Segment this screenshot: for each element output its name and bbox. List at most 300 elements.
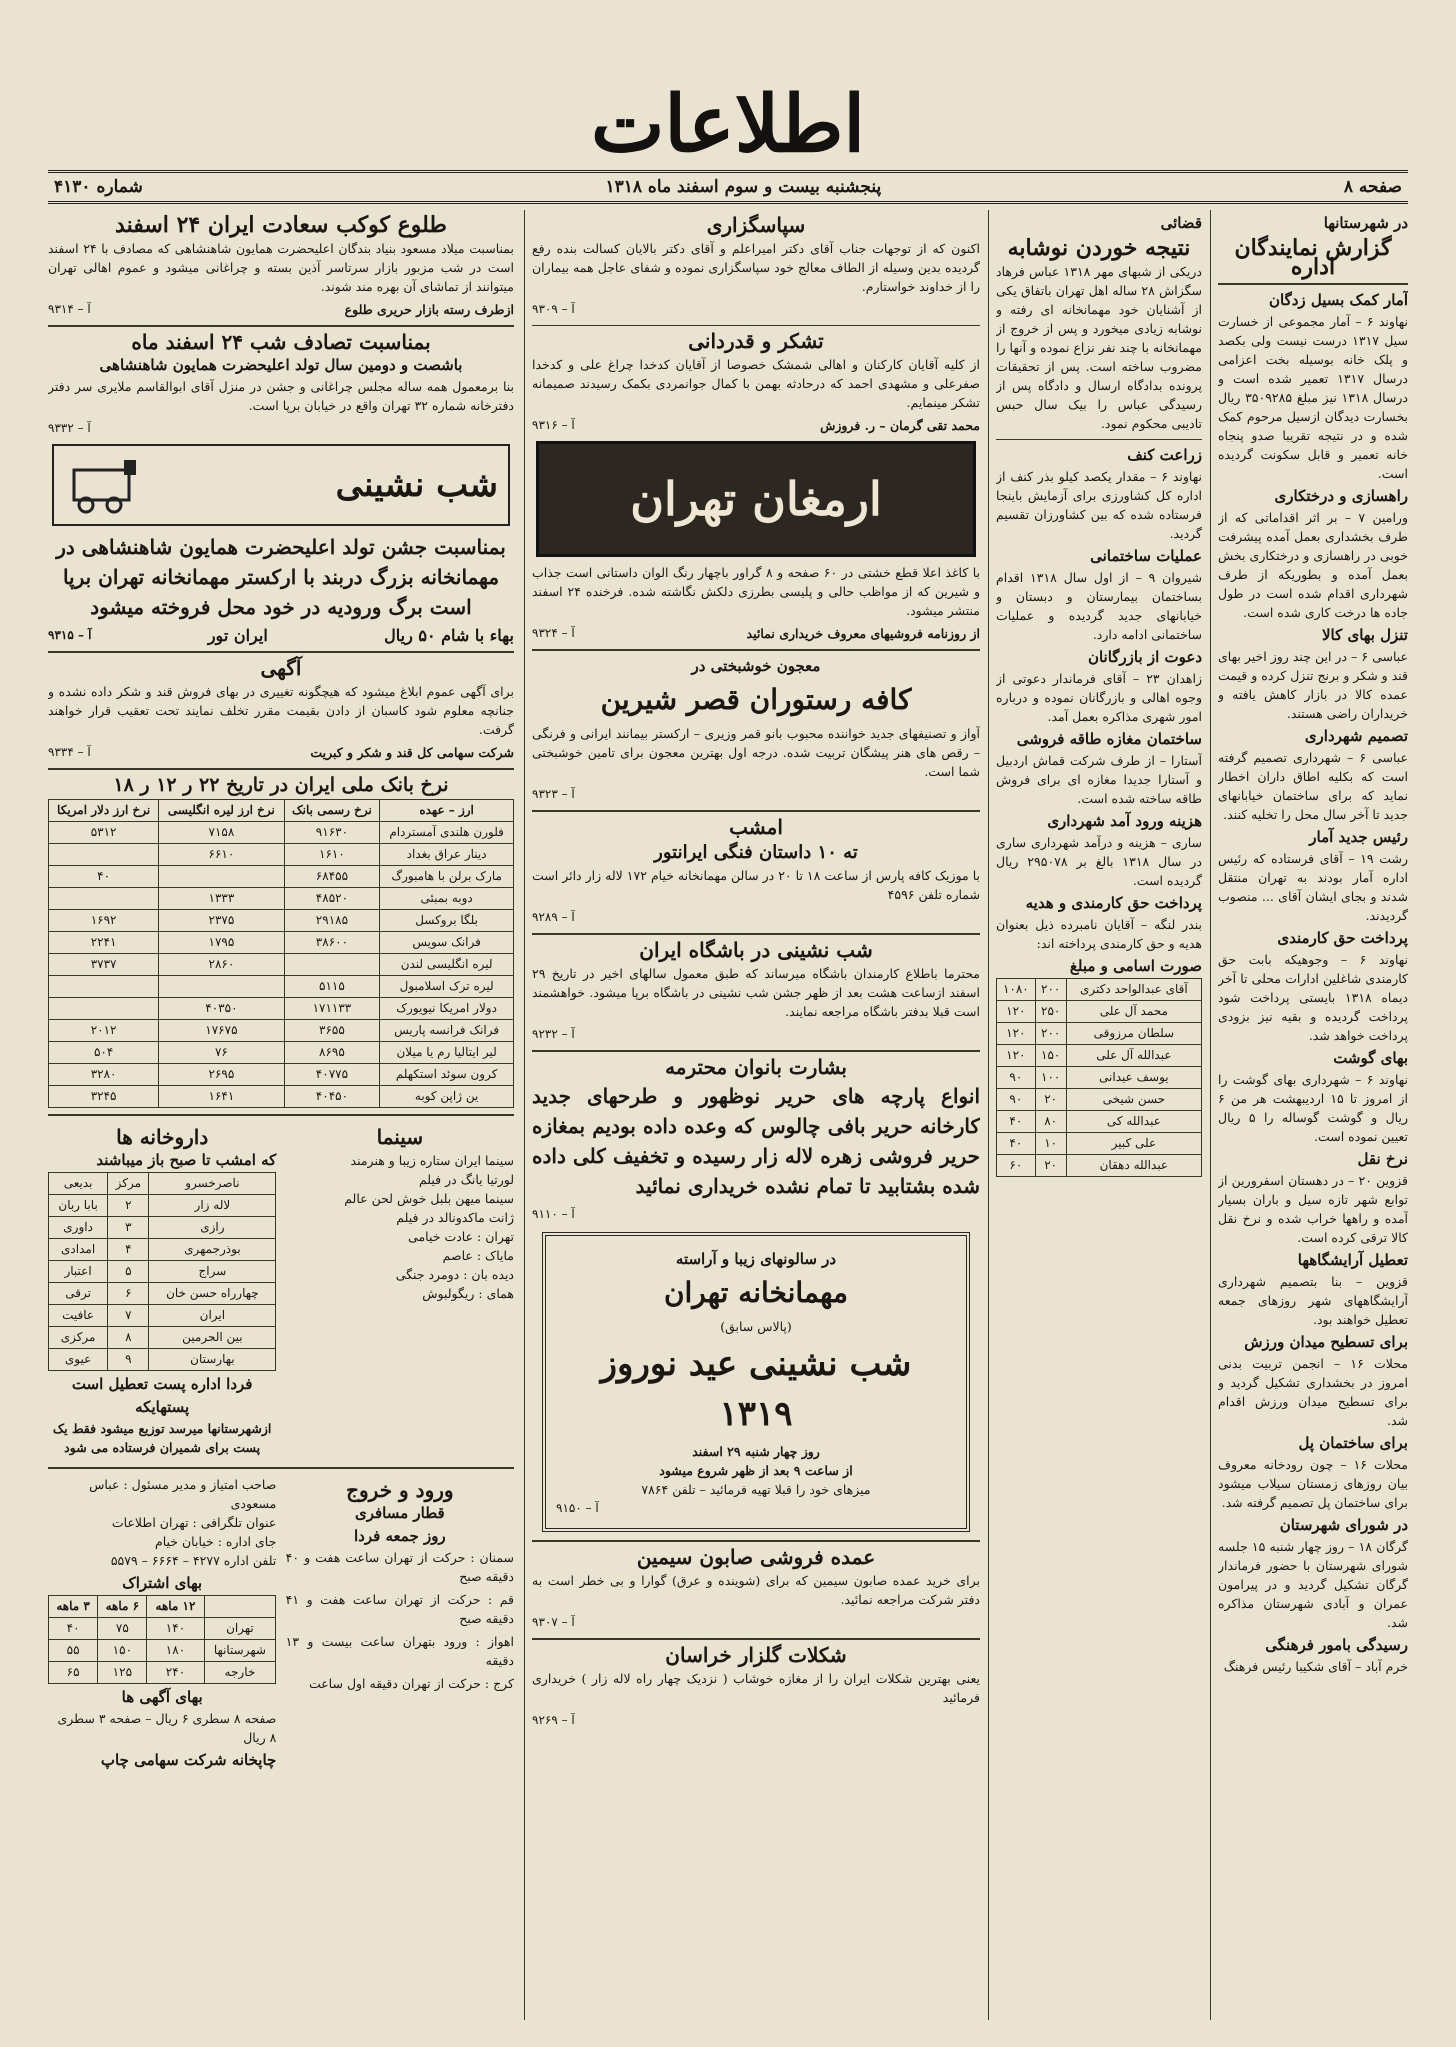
table-cell: ۱۸۰	[147, 1640, 204, 1662]
soap-body: برای خرید عمده صابون سیمین که برای (شوینده و عرق) گوارا و بی خطر است به دفتر شرکت مراجعه نمائید.	[532, 1573, 980, 1607]
table-cell: ۸۶۹۵	[284, 1042, 380, 1064]
table-cell: ۸۰	[1035, 1111, 1066, 1133]
table-cell: ۱۴۰	[147, 1618, 204, 1640]
table-row	[49, 998, 514, 1020]
news-body: نهاوند ۶ – وجوهیکه بابت حق کارمندی شاغلین ادارات محلی تا آخر دیماه ۱۳۱۸ بایستی پرداخت شود پرداخت گردیده و بقیه نیز بزودی پرداخت خواهد شد.	[1218, 952, 1408, 1043]
ad-code: آ – ۹۳۲۳	[532, 787, 575, 801]
news-heading: عملیات ساختمانی	[1090, 547, 1202, 565]
table-row	[49, 1618, 276, 1640]
table-cell	[159, 866, 284, 888]
table-cell: ۲۰۱۲	[49, 1020, 159, 1042]
news-heading: تنزل بهای کالا	[1322, 626, 1408, 644]
article-body: دریکی از شبهای مهر ۱۳۱۸ عباس فرهاد سگزاش ۲۸ ساله اهل تهران باتفاق یکی از آشنایان خود مهمانخانه ای رفته و نوشابه زیادی میخورد و پس از خروج از مهمانخانه با چند نفر نزاع نموده و آنها را مضروب ساخته است. پس از تحقیقات پرونده بدادگاه ارسال و دادگاه پس از رسیدگی عباس را بیک سال حبس تادیبی محکوم نمود.	[996, 264, 1202, 431]
travel-heading: ورود و خروج	[346, 1478, 454, 1502]
news-body: ساری – هزینه و درآمد شهرداری ساری در سال ۱۳۱۸ بالغ بر ۲۹۵۰۷۸ ریال گردیده است.	[996, 835, 1202, 888]
table-cell: مرکز	[108, 1173, 149, 1195]
hotel-year: ۱۳۱۹	[719, 1394, 793, 1434]
notice-sign: شرکت سهامی کل قند و شکر و کبریت	[310, 745, 514, 760]
table-cell: ۷۶	[159, 1042, 284, 1064]
imprint-list	[48, 1475, 276, 1570]
table-cell: ۲۰	[1035, 1089, 1066, 1111]
table-cell: ۹۰	[997, 1067, 1036, 1089]
news-heading: رئیس جدید آمار	[1309, 828, 1408, 846]
table-row	[49, 844, 514, 866]
table-cell: یوسف عیدانی	[1066, 1067, 1201, 1089]
table-cell: ۸	[108, 1327, 149, 1349]
news-body: خرم آباد – آقای شکیبا رئیس فرهنگ	[1223, 1659, 1408, 1674]
pharmacy-table	[48, 1172, 276, 1371]
list-item: تهران : عادت خیامی	[408, 1229, 514, 1244]
table-row	[49, 954, 514, 976]
table-row	[49, 1640, 276, 1662]
ads-heading: بهای آگهی ها	[121, 1688, 203, 1706]
table-cell: فرانک فرانسه پاریس	[380, 1020, 514, 1042]
table-cell: ۱۵۰	[1035, 1045, 1066, 1067]
hotel-name: مهمانخانه تهران	[663, 1276, 849, 1309]
tonight-sub: ته ۱۰ داستان فنگی ایرانتور	[654, 842, 858, 863]
news-body: ورامین ۷ – بر اثر اقداماتی که از طرف بخشداری بعمل آمده پیشرفت خوبی در راهسازی و درختکاری بخش بعمل آمده و بطوریکه از طرف شهرداری اقدام شده است در طول جاده ها درخت کاری شده است.	[1218, 510, 1408, 620]
post-closed: فردا اداره پست تعطیل است	[71, 1375, 253, 1393]
table-cell	[49, 844, 159, 866]
ad-code: آ – ۹۳۱۵	[48, 628, 92, 642]
table-cell: ۳۶۵۵	[284, 1020, 380, 1042]
news-heading: رسیدگی بامور فرهنگی	[1265, 1636, 1408, 1654]
table-cell: ۵۰۴	[49, 1042, 159, 1064]
table-row	[997, 979, 1202, 1001]
column-header: نرخ رسمی بانک	[284, 800, 380, 822]
table-row	[49, 866, 514, 888]
donors-table	[996, 978, 1202, 1177]
table-cell: ۹۱۶۳۰	[284, 822, 380, 844]
ad-code: آ – ۹۳۰۷	[532, 1615, 575, 1629]
news-body: عباسی ۶ – در این چند روز اخیر بهای قند و شکر و برنج تنزل کرده و قیمت عمده کالا در بازار کاهش یافته و خریداران راضی هستند.	[1218, 649, 1408, 721]
table-cell: ایران	[149, 1305, 276, 1327]
hotel-date: روز چهار شنبه ۲۹ اسفند	[692, 1444, 820, 1459]
list-item: صاحب امتیاز و مدیر مسئول : عباس مسعودی	[89, 1477, 277, 1511]
news-body: نهاوند ۶ – مقدار یکصد کیلو بذر کنف از اداره کل کشاورزی برای آزمایش باینجا فرستاده شده که بین کشاورزان تقسیم گردید.	[996, 469, 1202, 541]
thanks-body: اکنون که از توجهات جناب آقای دکتر امیراعلم و آقای دکتر بالایان کسالت بنده رفع گردیده بدین وسیله از الطاف معالج خود سپاسگزاری نموده و شفای عاجل همه بیماران را از خداوند خواستارم.	[532, 241, 980, 294]
table-row	[49, 1217, 276, 1239]
table-cell: ۶۵	[49, 1662, 98, 1684]
book-banner: ارمغان تهران	[536, 441, 976, 557]
cafe-pre: معجون خوشبختی در	[691, 657, 821, 675]
table-cell: ۳۲۸۰	[49, 1064, 159, 1086]
table-cell: ۲۰۰	[1035, 1023, 1066, 1045]
news-heading: در شورای شهرستان	[1279, 1516, 1408, 1534]
travel-block	[286, 1475, 514, 1697]
list-item: دیده بان : دومرد جنگی	[395, 1267, 514, 1282]
list-item: ژانت ماکدونالد در فیلم	[396, 1210, 514, 1225]
table-cell: خارجه	[204, 1662, 276, 1684]
dateline	[48, 170, 1408, 204]
table-cell: ۲۳۷۵	[159, 910, 284, 932]
table-row	[49, 1283, 276, 1305]
table-cell: ۴۰	[49, 1618, 98, 1640]
table-row	[49, 1305, 276, 1327]
news-body: گرگان ۱۸ – روز چهار شنبه ۱۵ جلسه شورای شهرستان با حضور فرماندار گرگان تشکیل گردید و در پیرامون عمران و آبادی شهرستان مذاکره شد.	[1218, 1539, 1408, 1630]
table-cell: بهارستان	[149, 1349, 276, 1371]
table-cell: ۲۴۰	[147, 1662, 204, 1684]
table-row	[997, 1089, 1202, 1111]
table-row	[49, 1662, 276, 1684]
hotel-reservation: میزهای خود را قبلا تهیه فرمائید – تلفن ۷۸۶۴	[641, 1482, 871, 1497]
table-cell: ۷	[108, 1305, 149, 1327]
table-row	[49, 1020, 514, 1042]
printer: چاپخانه شرکت سهامی چاپ	[100, 1751, 277, 1769]
subscription-table	[48, 1595, 276, 1684]
table-cell: ۱۲۰	[997, 1045, 1036, 1067]
ad-code: آ – ۹۳۱۴	[48, 302, 91, 316]
table-row	[49, 1261, 276, 1283]
table-cell: ۱۰۰	[1035, 1067, 1066, 1089]
table-cell: ۲۵۰	[1035, 1001, 1066, 1023]
gratitude-heading: تشکر و قدردانی	[688, 329, 824, 353]
table-cell: ۱۶۹۲	[49, 910, 159, 932]
star-body: بمناسبت میلاد مسعود بنیاد بندگان اعلیحضرت همایون شاهنشاهی که مصادف با ۲۴ اسفند است در شب مزبور بازار سرتاسر آذین بسته و چراغانی میشود و عموم اهالی تهران میتوانند از تماشای آن بهره مند شوند.	[48, 241, 514, 294]
table-row	[997, 1023, 1202, 1045]
table-cell: ۵۳۱۲	[49, 822, 159, 844]
cafe-name: کافه رستوران قصر شیرین	[600, 683, 912, 716]
donors-title: صورت اسامی و مبلغ	[1069, 957, 1202, 975]
column-header: ۳ ماهه	[49, 1596, 98, 1618]
ad-code: آ – ۹۳۳۲	[48, 421, 91, 435]
news-body: محلات ۱۶ – انجمن تربیت بدنی امروز در بخشداری تشکیل گردید و برای تسطیح میدان ورزش اقدام شد.	[1218, 1356, 1408, 1428]
table-cell: ۴۸۵۲۰	[284, 888, 380, 910]
night-body: بمناسبت جشن تولد اعلیحضرت همایون شاهنشاهی در مهمانخانه بزرگ دربند با ارکستر مهمانخانه تهران برپا است برگ ورودیه در خود محل فروخته میشود	[56, 535, 506, 619]
news-heading: تعطیل آرایشگاهها	[1297, 1251, 1408, 1269]
masthead-title: اطلاعات	[590, 79, 866, 170]
table-cell: فرانک سویس	[380, 932, 514, 954]
table-cell: ۱۲۵	[98, 1662, 147, 1684]
issue-date: پنجشنبه بیست و سوم اسفند ماه ۱۳۱۸	[605, 177, 882, 197]
column-judicial	[996, 210, 1202, 2020]
column-header: نرخ ارز لیره انگلیسی	[159, 800, 284, 822]
table-cell: ۳۷۳۷	[49, 954, 159, 976]
news-heading: تصمیم شهرداری	[1304, 727, 1408, 745]
ads-rates: صفحه ۸ سطری ۶ ریال – صفحه ۳ سطری ۸ ریال	[57, 1711, 277, 1745]
column-ads-center	[532, 210, 980, 2020]
table-row	[49, 1173, 276, 1195]
table-cell: ۱۲۰	[997, 1001, 1036, 1023]
hotel-ad	[542, 1232, 970, 1532]
table-row	[49, 932, 514, 954]
table-cell	[49, 888, 159, 910]
news-heading: بهای گوشت	[1333, 1049, 1408, 1067]
table-cell: سلطان مرزوقی	[1066, 1023, 1201, 1045]
table-cell: ۱۳۳۳	[159, 888, 284, 910]
table-cell: ۴۰	[997, 1111, 1036, 1133]
list-item: عنوان تلگرافی : تهران اطلاعات	[111, 1515, 277, 1530]
table-row	[997, 1067, 1202, 1089]
table-cell: ۴۰۳۵۰	[159, 998, 284, 1020]
news-body: محلات ۱۶ – چون رودخانه معروف بیان روزهای زمستان سیلاب میشود برای ساختمان پل تصمیم گرفته شد.	[1218, 1457, 1408, 1510]
table-row	[49, 822, 514, 844]
list-item: قم : حرکت از تهران ساعت هفت و ۴۱ دقیقه صبح	[285, 1592, 514, 1626]
table-cell: چهارراه حسن خان	[149, 1283, 276, 1305]
club-heading: شب نشینی در باشگاه ایران	[639, 938, 873, 962]
table-cell: ۹	[108, 1349, 149, 1371]
table-cell: ۱۵۰	[98, 1640, 147, 1662]
section-label: در شهرستانها	[1323, 214, 1408, 232]
issue-number: شماره ۴۱۳۰	[54, 177, 143, 197]
ad-code: آ – ۹۲۶۹	[532, 1713, 575, 1727]
cinema-list	[286, 1151, 514, 1303]
section-label: قضائی	[1160, 214, 1202, 232]
table-cell: بوذرجمهری	[149, 1239, 276, 1261]
travel-list	[286, 1548, 514, 1693]
news-body: زاهدان ۲۳ – آقای فرماندار دعوتی از وجوه اهالی و بازرگانان نموده و درباره امور شهری مذاکره بعمل آمد.	[996, 671, 1202, 724]
book-shop: از روزنامه فروشیهای معروف خریداری نمائید	[746, 626, 980, 641]
table-row	[49, 1195, 276, 1217]
table-cell: ۲۹۱۸۵	[284, 910, 380, 932]
table-cell: مرکزی	[49, 1327, 108, 1349]
gratitude-sign: محمد تقی گرمان – ر. فروزش	[820, 418, 980, 433]
column-header: نرخ ارز دلار امریکا	[49, 800, 159, 822]
fx-heading: نرخ بانک ملی ایران در تاریخ ۲۲ ر ۱۲ ر ۱۸	[113, 774, 449, 796]
ad-code: آ – ۹۲۸۹	[532, 910, 575, 924]
table-cell: ۱۶۱۰	[284, 844, 380, 866]
train-logo	[52, 444, 510, 526]
news-body: شیروان ۹ – از اول سال ۱۳۱۸ اقدام بساختمان بیمارستان و دبستان و خیابانهای جدید گردیده و عملیات ساختمانی ادامه دارد.	[996, 570, 1202, 642]
table-row	[49, 888, 514, 910]
list-item: جای اداره : خیابان خیام	[154, 1534, 277, 1549]
table-cell: لاله زار	[149, 1195, 276, 1217]
table-row	[49, 1239, 276, 1261]
column-header: ۱۲ ماهه	[147, 1596, 204, 1618]
news-body: قزوین ۲۰ – در دهستان اسفرورین از توابع شهر تازه سیل و باران بسیار آمده و راهها خراب شده و نرخ نقل کالا ترقی کرده است.	[1218, 1173, 1408, 1245]
table-cell: ۶۰	[997, 1155, 1036, 1177]
table-cell: عبدالله دهقان	[1066, 1155, 1201, 1177]
list-item: تلفن اداره ۴۲۷۷ – ۶۶۶۴ – ۵۵۷۹	[110, 1553, 277, 1568]
table-cell: ۴۰	[997, 1133, 1036, 1155]
news-heading: برای ساختمان پل	[1298, 1434, 1408, 1452]
column-title: گزارش نمایندگان اداره	[1234, 235, 1392, 280]
table-cell: ۵	[108, 1261, 149, 1283]
list-item: کرج : حرکت از تهران دقیقه اول ساعت	[308, 1676, 514, 1691]
news-list	[1218, 291, 1408, 1676]
table-row	[997, 1045, 1202, 1067]
table-cell: ۳۲۴۵	[49, 1086, 159, 1108]
newspaper-page	[48, 60, 1408, 2020]
table-cell: ۲۶۹۵	[159, 1064, 284, 1086]
list-item: اهواز : ورود بتهران ساعت بیست و ۱۳ دقیقه	[285, 1634, 514, 1668]
news-heading: زراعت کنف	[1127, 446, 1202, 464]
list-item: لورتیا یانگ در فیلم	[418, 1172, 514, 1187]
news-body: آستارا – از طرف شرکت قماش اردبیل و آستارا جدیدا مغازه ای برای فروش طاقه ساخته شده است.	[996, 753, 1202, 806]
table-cell: ۱۷۹۵	[159, 932, 284, 954]
table-cell: ۵۵	[49, 1640, 98, 1662]
table-cell: ۱۶۴۱	[159, 1086, 284, 1108]
table-cell: سراج	[149, 1261, 276, 1283]
table-cell: ۴۰	[49, 866, 159, 888]
night-org: ایران تور	[207, 626, 268, 645]
soap-heading: عمده فروشی صابون سیمین	[636, 1545, 876, 1569]
table-row	[49, 1349, 276, 1371]
table-cell	[284, 954, 380, 976]
news-body: قزوین – بنا بتصمیم شهرداری آرایشگاههای شهر روزهای جمعه تعطیل خواهند بود.	[1218, 1274, 1408, 1327]
table-cell: ۲۰۰	[1035, 979, 1066, 1001]
table-cell: ۴	[108, 1239, 149, 1261]
hotel-event: شب نشینی عید نوروز	[600, 1344, 912, 1384]
news-heading: راهسازی و درختکاری	[1274, 487, 1408, 505]
table-cell: ۳	[108, 1217, 149, 1239]
table-cell: تهران	[204, 1618, 276, 1640]
mail-heading: پستهایکه	[135, 1398, 190, 1416]
table-row	[997, 1111, 1202, 1133]
table-cell: عیوی	[49, 1349, 108, 1371]
silk-body: انواع پارچه های حریر نوظهور و طرحهای جدید کارخانه حریر بافی چالوس که وعده داده بودیم بمغازه حریر فروشی زهره لاله زار رسیده و تخفیف کلی داده شده بشتابید تا تمام نشده خریداری نمائید	[532, 1084, 980, 1198]
table-row	[49, 1042, 514, 1064]
table-cell: ۲	[108, 1195, 149, 1217]
list-item: سمنان : حرکت از تهران ساعت هفت و ۴۰ دقیقه صبح	[285, 1550, 514, 1584]
news-body: بندر لنگه – آقایان نامبرده ذیل بعنوان هدیه و حق کارمندی پرداخته اند:	[996, 917, 1202, 951]
notice-body: برای آگهی عموم ابلاغ میشود که هیچگونه تغییری در بهای فروش قند و شکر داده نشده و جنانچه معلوم شود کاسبان از دادن بقیمت مقرر تخلف نمایند تحت تعقیب قرار خواهند گرفت.	[48, 684, 514, 737]
gratitude-body: از کلیه آقایان کارکنان و اهالی شمشک خصوصا از آقایان کدخدا چراغ علی و کدخدا صفرعلی و مشهدی احمد که درحادثه بهمن با کمال جوانمردی بکمک رسیدند صمیمانه تشکر مینمایم.	[532, 357, 980, 410]
ad-code: آ – ۹۳۳۴	[48, 745, 91, 759]
banquet-heading: بمناسبت تصادف شب ۲۴ اسفند ماه	[131, 330, 431, 354]
table-cell: لیره ترک اسلامبول	[380, 976, 514, 998]
table-cell: ۱۰۸۰	[997, 979, 1036, 1001]
table-cell: دوبه بمبئی	[380, 888, 514, 910]
fx-table	[48, 799, 514, 1108]
table-cell: ۶	[108, 1283, 149, 1305]
table-cell: ۲۰	[1035, 1155, 1066, 1177]
ad-code: آ – ۹۲۳۲	[532, 1027, 575, 1041]
table-cell: ۱۲۰	[997, 1023, 1036, 1045]
travel-day: روز جمعه فردا	[353, 1527, 446, 1545]
table-cell: علی کبیر	[1066, 1133, 1201, 1155]
list-item: مایاک : عاصم	[442, 1248, 514, 1263]
notice-heading: آگهی	[260, 656, 302, 680]
star-sign: ازطرف رسته بازار حریری طلوع	[344, 302, 514, 317]
column-header: ۶ ماهه	[98, 1596, 147, 1618]
club-body: محترما باطلاع کارمندان باشگاه میرساند که طبق معمول سالهای اخیر در تاریخ ۲۹ اسفند ازساعت هشت بعد از ظهر جشن شب نشینی در باشگاه برپا میشود. خواهشمند است قبلا بدفتر باشگاه مراجعه نمایند.	[532, 966, 980, 1019]
imprint-block	[48, 1475, 276, 1772]
table-row	[49, 910, 514, 932]
cafe-body: آواز و تصنیفهای جدید خواننده محبوب بانو قمر وزیری – ارکستر بیمانند ایرانی و فرنگی – رقص های هنر پیشگان تربیت شده. درجه اول بهترین معجون برای تامین خوشبختی شما است.	[532, 726, 980, 779]
news-heading: هزینه ورود آمد شهرداری	[1047, 812, 1202, 830]
choc-body: یعنی بهترین شکلات ایران را از مغازه خوشاب ( نزدیک چهار راه لاله زار ) خریداری فرمائید	[532, 1671, 980, 1705]
table-cell	[159, 976, 284, 998]
table-cell: مارک برلن با هامبورگ	[380, 866, 514, 888]
table-cell: ۱۰	[1035, 1133, 1066, 1155]
column-provinces	[1218, 210, 1408, 2020]
table-row	[49, 1086, 514, 1108]
train-icon	[64, 455, 154, 515]
table-cell: بلگا بروکسل	[380, 910, 514, 932]
ad-code: آ – ۹۳۱۶	[532, 418, 575, 432]
list-item: سینما ایران ستاره زیبا و هنرمند	[350, 1153, 514, 1168]
table-cell: دولار امریکا نیویورک	[380, 998, 514, 1020]
table-header-row	[49, 800, 514, 822]
news-heading: پرداخت حق کارمندی و هدیه	[1025, 894, 1202, 912]
table-cell: ۴۰۷۷۵	[284, 1064, 380, 1086]
table-cell: فلورن هلندی آمستردام	[380, 822, 514, 844]
page-number: صفحه ۸	[1343, 177, 1402, 197]
table-cell: ناصرخسرو	[149, 1173, 276, 1195]
table-cell: عبدالله کی	[1066, 1111, 1201, 1133]
news-heading: برای تسطیح میدان ورزش	[1244, 1333, 1408, 1351]
banquet-body: بنا برمعمول همه ساله مجلس چراغانی و جشن در منزل آقای ابوالقاسم ملایری سر دفتر دفترخانه شماره ۳۲ تهران واقع در خیابان برپا است.	[48, 379, 514, 413]
tonight-heading: امشب	[729, 815, 783, 839]
table-cell: ۹۰	[997, 1089, 1036, 1111]
table-cell: ۲۸۶۰	[159, 954, 284, 976]
cinema-block	[286, 1122, 514, 1303]
column-left	[48, 210, 514, 2020]
table-cell: ترقی	[49, 1283, 108, 1305]
table-cell	[49, 998, 159, 1020]
pharmacy-heading: داروخانه ها	[116, 1125, 209, 1149]
masthead	[48, 80, 1408, 170]
article-title: نتیجه خوردن نوشابه	[1007, 235, 1191, 261]
silk-heading: بشارت بانوان محترمه	[665, 1055, 847, 1079]
ad-code: آ – ۹۳۲۴	[532, 626, 575, 640]
column-header	[204, 1596, 276, 1618]
table-cell: محمد آل علی	[1066, 1001, 1201, 1023]
table-cell: ۶۸۴۵۵	[284, 866, 380, 888]
table-row	[997, 1155, 1202, 1177]
thanks-heading: سپاسگزاری	[706, 213, 806, 237]
table-cell: لیر ایتالیا رم یا میلان	[380, 1042, 514, 1064]
news-heading: نرخ نقل	[1357, 1150, 1408, 1168]
table-cell: بابا ربان	[49, 1195, 108, 1217]
table-cell: شهرستانها	[204, 1640, 276, 1662]
table-cell: عبدالله آل علی	[1066, 1045, 1201, 1067]
table-cell: ۷۱۵۸	[159, 822, 284, 844]
table-cell: اعتبار	[49, 1261, 108, 1283]
column-header: ارز – عهده	[380, 800, 514, 822]
table-cell: کرون سوئد استکهلم	[380, 1064, 514, 1086]
tonight-body: با موزیک کافه پارس از ساعت ۱۸ تا ۲۰ در سالن مهمانخانه خیام ۱۷۲ لاله زار دائر است شماره تلفن ۴۵۹۶	[532, 868, 980, 902]
news-body: رشت ۱۹ – آقای فرستاده که رئیس اداره آمار بودند به تهران منتقل شدند و بجای ایشان آقای ... منصوب گردیدند.	[1218, 851, 1408, 923]
table-cell: ۶۶۱۰	[159, 844, 284, 866]
pharmacy-block	[48, 1122, 276, 1461]
news-heading: پرداخت حق کارمندی	[1277, 929, 1408, 947]
hotel-time: از ساعت ۹ بعد از ظهر شروع میشود	[659, 1463, 853, 1478]
news-heading: ساختمان مغازه طاقه فروشی	[1016, 730, 1202, 748]
table-cell: داوری	[49, 1217, 108, 1239]
table-cell: بدیعی	[49, 1173, 108, 1195]
table-cell: عافیت	[49, 1305, 108, 1327]
table-row	[49, 976, 514, 998]
banquet-sub: باشصت و دومین سال تولد اعلیحضرت همایون شاهنشاهی	[99, 356, 463, 374]
news-list	[996, 446, 1202, 953]
book-body: با کاغذ اعلا قطع خشتی در ۶۰ صفحه و ۸ گراور باچهار رنگ الوان داستانی است جذاب و شیرین که از مواظب حالی و پلیسی بطرزی دلکش نگاشته شده. فرخنده ۲۴ اسفند منتشر میشود.	[532, 565, 980, 618]
night-price: بهاء با شام ۵۰ ریال	[384, 626, 514, 645]
subs-heading: بهای اشتراک	[122, 1574, 203, 1592]
cinema-heading: سینما	[376, 1125, 424, 1149]
choc-heading: شکلات گلزار خراسان	[665, 1643, 847, 1667]
mail-body: ازشهرستانها میرسد توزیع میشود فقط یک پست برای شمیران فرستاده می شود	[52, 1421, 272, 1455]
table-row	[49, 1064, 514, 1086]
ad-code: آ – ۹۱۱۰	[532, 1207, 575, 1221]
table-cell: امدادی	[49, 1239, 108, 1261]
table-row	[997, 1133, 1202, 1155]
table-cell: ۱۷۶۷۵	[159, 1020, 284, 1042]
hotel-pre: در سالونهای زیبا و آراسته	[675, 1250, 837, 1268]
table-cell: ۳۸۶۰۰	[284, 932, 380, 954]
star-heading: طلوع کوکب سعادت ایران ۲۴ اسفند	[115, 212, 447, 238]
table-cell: ۵۱۱۵	[284, 976, 380, 998]
table-cell: ۲۲۴۱	[49, 932, 159, 954]
table-row	[997, 1001, 1202, 1023]
night-label: شب نشینی	[335, 464, 498, 505]
table-cell	[49, 976, 159, 998]
ad-code: آ – ۹۱۵۰	[556, 1501, 599, 1515]
table-cell: ۴۰۴۵۰	[284, 1086, 380, 1108]
news-heading: آمار کمک بسیل زدگان	[1268, 291, 1408, 309]
table-row	[49, 1327, 276, 1349]
